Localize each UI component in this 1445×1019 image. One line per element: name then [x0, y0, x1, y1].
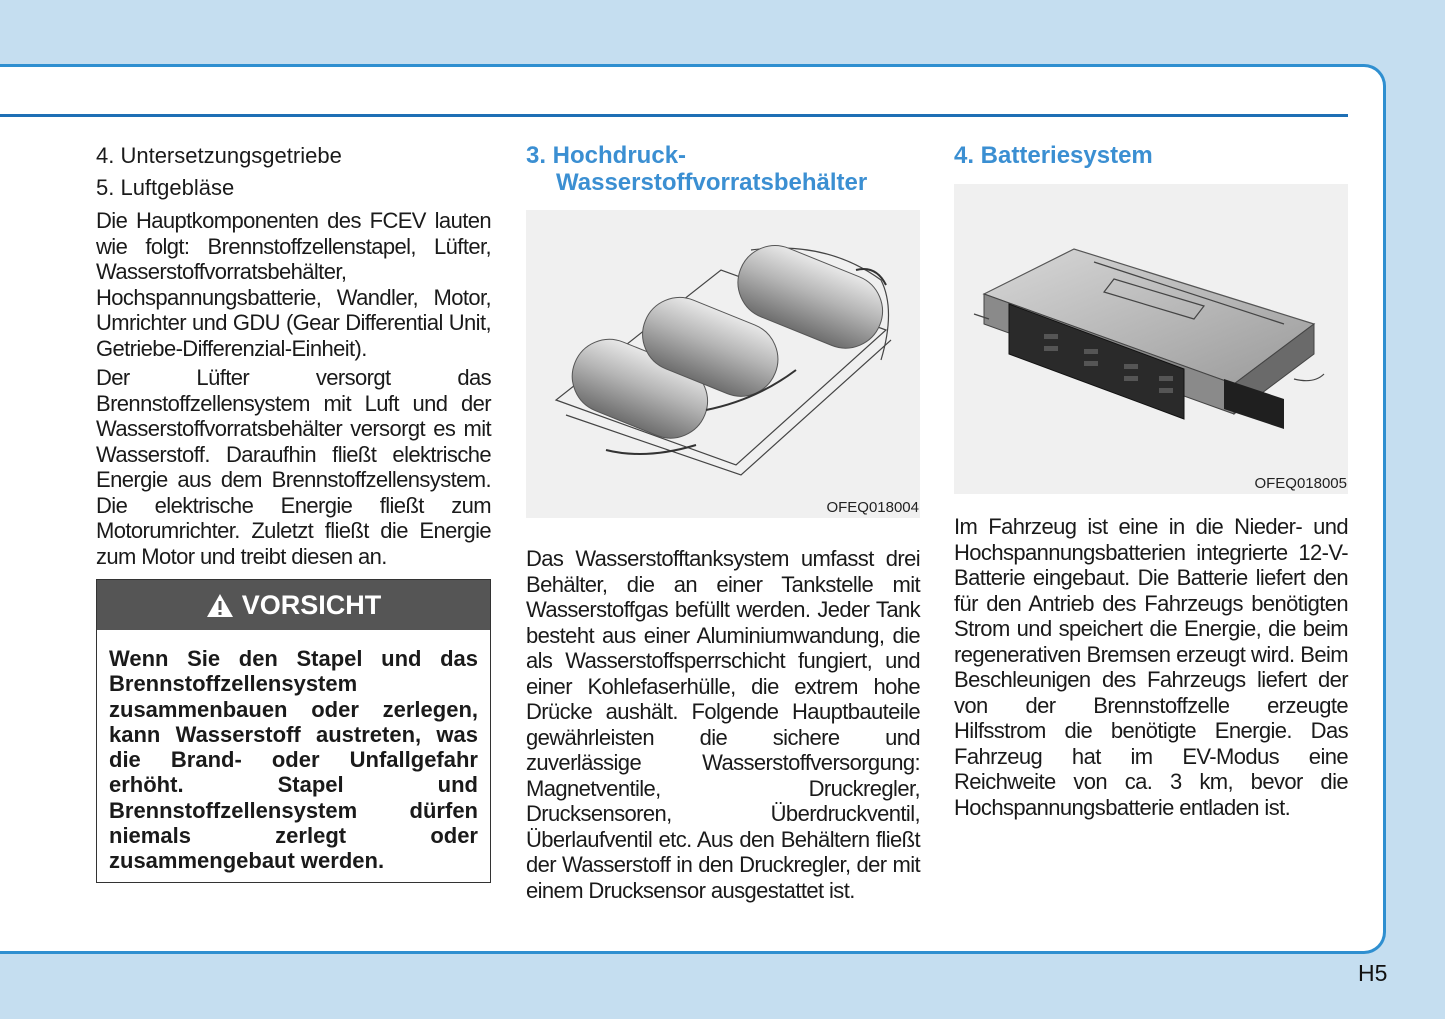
- caution-header: [97, 580, 490, 630]
- hydrogen-tank-paragraph: Das Wasserstofftanksystem umfasst drei Behälter, die an einer Tankstelle mit Wasserstoffgas befüllt werden. Jeder Tank besteht aus einer Aluminiumwandung, die als Wasserstoffsperrschicht fungiert, und einer Kohlefaserhülle, die extrem hohe Drücke aushält. Folgende Hauptbauteile gewährleisten die sichere und zuverlässige Wasserstoffversorgung: Magnetventile, Druckregler, Drucksensoren, Überdruckventil, Überlaufventil etc. Aus den Behältern fließt der Wasserstoff in den Druckregler, der mit einem Drucksensor ausgestattet ist.: [526, 546, 920, 903]
- heading-line: Wasserstoffvorratsbehälter: [556, 169, 868, 196]
- column-left: [96, 140, 491, 883]
- section-heading-hydrogen-tank: [526, 142, 920, 196]
- figure-code: OFEQ018004: [826, 499, 919, 516]
- caution-box: [96, 579, 491, 883]
- caution-title: VORSICHT: [241, 589, 382, 620]
- components-paragraph: Die Hauptkomponenten des FCEV lauten wie folgt: Brennstoffzellenstapel, Lüfter, Wasserstoffvorratsbehälter, Hochspannungsbatterie, Wandler, Motor, Umrichter und GDU (Gear Differential Unit, Getriebe-Differenzial-Einheit).: [96, 208, 491, 361]
- list-item: 4. Untersetzungsgetriebe: [96, 143, 342, 168]
- caution-text: Wenn Sie den Stapel und das Brennstoffzellensystem zusammenbauen oder zerlegen, kann Wasserstoff austreten, was die Brand- oder Unfallgefahr erhöht. Stapel und Brennstoffzellensystem dürfen niemals zerlegt oder zusammengebaut werden.: [109, 646, 478, 874]
- header-rule: [0, 114, 1348, 117]
- list-item: 5. Luftgebläse: [96, 175, 235, 200]
- energy-flow-paragraph: Der Lüfter versorgt das Brennstoffzellensystem mit Luft und der Wasserstoffvorratsbehälter versorgt es mit Wasserstoff. Daraufhin fließt elektrische Energie aus dem Brennstoffzellensystem. Die elektrische Energie fließt zum Motorumrichter. Zuletzt fließt die Energie zum Motor und treibt diesen an.: [96, 365, 491, 569]
- battery-paragraph: Im Fahrzeug ist eine in die Nieder- und Hochspannungsbatterien integrierte 12-V-Batterie eingebaut. Die Batterie liefert den für den Antrieb des Fahrzeugs benötigten Strom und speichert die Energie, die beim regenerativen Bremsen erzeugt wird. Beim Beschleunigen des Fahrzeugs liefert der von der Brennstoffzelle erzeugte Hilfsstrom die benötigte Energie. Das Fahrzeug hat im EV-Modus eine Reichweite von ca. 3 km, bevor die Hochspannungsbatterie entladen ist.: [954, 514, 1348, 820]
- battery-illustration: [954, 184, 1348, 494]
- column-right: [954, 142, 1348, 820]
- figure-code: OFEQ018005: [1254, 475, 1347, 492]
- section-heading-battery: 4. Batteriesystem: [954, 142, 1153, 169]
- warning-triangle-icon: [206, 593, 234, 618]
- heading-line: 3. Hochdruck-: [526, 142, 687, 169]
- battery-figure: [954, 184, 1348, 494]
- hydrogen-tanks-illustration: [526, 210, 920, 518]
- column-middle: [526, 142, 920, 903]
- page-number: H5: [1358, 960, 1388, 986]
- hydrogen-tank-figure: [526, 210, 920, 518]
